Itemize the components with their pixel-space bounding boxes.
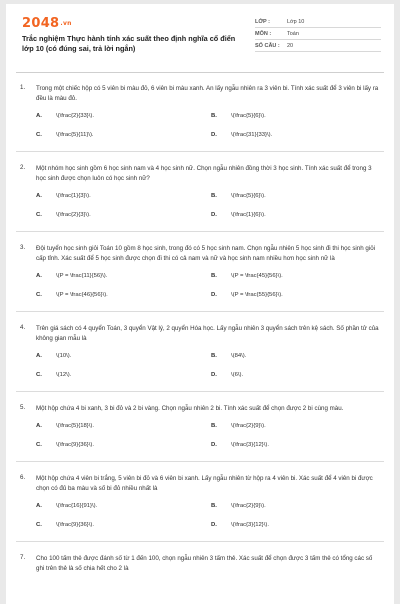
option-text: \(\frac{9}{36}\). [56,522,94,528]
answer-option[interactable] [36,520,211,530]
question-text: Cho 100 tấm thẻ được đánh số từ 1 đến 100, chọn ngẫu nhiên 3 tấm thẻ. Xác suất để chọn được 3 tấm thẻ có tổng các số ghi trên thẻ là số chia hết cho 2 là [36,555,373,572]
option-letter: B. [211,353,217,359]
meta-label: MÔN : [255,30,272,37]
answer-option[interactable] [211,130,386,140]
answer-options [36,191,380,220]
option-text: \(\frac{3}{12}\). [231,442,269,448]
question-item [6,554,394,574]
option-text: \(\frac{2}{9}\). [231,503,266,509]
option-text: \(\frac{2}{3}\). [56,212,91,218]
question-list [6,84,394,574]
meta-value: Lớp 10 [287,18,305,25]
question-divider [16,231,384,232]
page-title: Trắc nghiệm Thực hành tính xác suất theo định nghĩa cổ điển lớp 10 (có đúng sai, trả lời ngắn) [22,34,236,53]
option-text: \(\frac{31}{33}\). [231,132,273,138]
answer-option[interactable] [36,290,211,300]
answer-option[interactable] [36,130,211,140]
option-letter: B. [211,503,217,509]
option-letter: C. [36,442,42,448]
option-text: \(\frac{1}{6}\). [231,212,266,218]
header-divider [16,72,384,73]
question-item [6,84,394,140]
meta-table [255,16,381,52]
answer-options [36,111,380,140]
answer-option[interactable] [211,501,386,511]
answer-options [36,501,380,530]
question-number: 3. [20,244,26,251]
logo-suffix: .vn [60,20,72,27]
option-letter: B. [211,273,217,279]
option-text: \(\frac{2}{9}\). [231,423,266,429]
answer-option[interactable] [36,351,211,361]
meta-value: 20 [287,42,294,49]
answer-options [36,271,380,300]
question-number: 6. [20,474,26,481]
answer-option[interactable] [36,370,211,380]
page-header [6,4,394,72]
option-letter: C. [36,522,42,528]
meta-value: Toán [287,30,299,37]
question-item [6,324,394,380]
option-text: \(\frac{5}{6}\). [231,113,266,119]
document-page [6,4,394,604]
answer-option[interactable] [36,421,211,431]
question-number: 5. [20,404,26,411]
question-divider [16,541,384,542]
question-number: 4. [20,324,26,331]
option-letter: D. [211,442,217,448]
answer-option[interactable] [211,111,386,121]
question-text: Một hộp chứa 4 bi xanh, 3 bi đỏ và 2 bi vàng. Chọn ngẫu nhiên 2 bi. Tính xác suất để chọn được 2 bi cùng màu. [36,405,344,412]
option-letter: B. [211,193,217,199]
option-letter: B. [211,113,217,119]
option-letter: B. [211,423,217,429]
option-text: \(\frac{2}{33}\). [56,113,94,119]
option-letter: A. [36,503,42,509]
option-letter: C. [36,132,42,138]
option-text: \(\frac{9}{36}\). [56,442,94,448]
answer-option[interactable] [36,440,211,450]
answer-option[interactable] [36,271,211,281]
answer-options [36,351,380,380]
option-letter: A. [36,113,42,119]
option-letter: A. [36,353,42,359]
option-letter: A. [36,193,42,199]
option-text: \(P = \frac{46}{56}\). [56,292,108,298]
option-letter: A. [36,423,42,429]
meta-row-count [255,40,381,52]
option-text: \(10\). [56,353,72,359]
question-number: 7. [20,554,26,561]
answer-options [36,421,380,450]
option-text: \(P = \frac{11}{56}\). [56,273,108,279]
answer-option[interactable] [211,370,386,380]
option-letter: C. [36,372,42,378]
answer-option[interactable] [36,501,211,511]
question-divider [16,311,384,312]
option-letter: D. [211,292,217,298]
option-letter: D. [211,522,217,528]
meta-row-subject [255,28,381,40]
answer-option[interactable] [211,271,386,281]
option-text: \(P = \frac{55}{56}\). [231,292,283,298]
question-text: Một nhóm học sinh gồm 6 học sinh nam và 4 học sinh nữ. Chọn ngẫu nhiên đồng thời 3 học sinh. Tính xác suất để trong 3 học sinh được chọn luôn có học sinh nữ? [36,165,372,182]
answer-option[interactable] [211,440,386,450]
option-letter: D. [211,212,217,218]
answer-option[interactable] [211,290,386,300]
question-divider [16,151,384,152]
question-item [6,164,394,220]
question-item [6,244,394,300]
question-text: Đội tuyển học sinh giỏi Toán 10 gồm 8 học sinh, trong đó có 5 học sinh nam. Chọn ngẫu nhiên 5 học sinh đi thi học sinh giỏi cấp tỉnh. Xác suất để 5 học sinh được chọn đi thi có cả nam và nữ và học sinh nam nhiều hơn học sinh nữ là [36,245,376,262]
option-letter: C. [36,212,42,218]
meta-label: LỚP : [255,18,270,25]
option-letter: D. [211,132,217,138]
question-number: 1. [20,84,26,91]
option-text: \(\frac{3}{12}\). [231,522,269,528]
option-text: \(P = \frac{45}{56}\). [231,273,283,279]
option-letter: C. [36,292,42,298]
question-item [6,474,394,530]
meta-row-class [255,16,381,28]
answer-option[interactable] [36,210,211,220]
answer-option[interactable] [211,520,386,530]
option-letter: D. [211,372,217,378]
question-divider [16,391,384,392]
option-letter: A. [36,273,42,279]
option-text: \(\frac{1}{3}\). [56,193,91,199]
answer-option[interactable] [211,210,386,220]
logo-text: 2048 [22,16,60,31]
option-text: \(6\). [231,372,244,378]
answer-option[interactable] [211,191,386,201]
option-text: \(\frac{5}{6}\). [231,193,266,199]
option-text: \(\frac{5}{11}\). [56,132,94,138]
option-text: \(\frac{16}{91}\). [56,503,98,509]
question-text: Trên giá sách có 4 quyển Toán, 3 quyển Vật lý, 2 quyển Hóa học. Lấy ngẫu nhiên 3 quyển sách trên kệ sách. Số phần tử của không gian mẫu là [36,325,379,342]
answer-option[interactable] [211,421,386,431]
question-number: 2. [20,164,26,171]
question-divider [16,461,384,462]
answer-option[interactable] [36,111,211,121]
question-item [6,404,394,450]
option-text: \(84\). [231,353,247,359]
option-text: \(12\). [56,372,72,378]
answer-option[interactable] [211,351,386,361]
question-text: Một hộp chứa 4 viên bi trắng, 5 viên bi đỏ và 6 viên bi xanh. Lấy ngẫu nhiên từ hộp ra 4 viên bi. Xác suất để 4 viên bi được chọn có đủ ba màu và số bi đỏ nhiều nhất là [36,475,373,492]
question-text: Trong một chiếc hộp có 5 viên bi màu đỏ, 6 viên bi màu xanh. An lấy ngẫu nhiên ra 3 viên bi. Tính xác suất để 3 viên bi lấy ra đều là màu đỏ. [36,85,379,102]
meta-label: SỐ CÂU : [255,42,280,49]
option-text: \(\frac{5}{18}\). [56,423,94,429]
answer-option[interactable] [36,191,211,201]
